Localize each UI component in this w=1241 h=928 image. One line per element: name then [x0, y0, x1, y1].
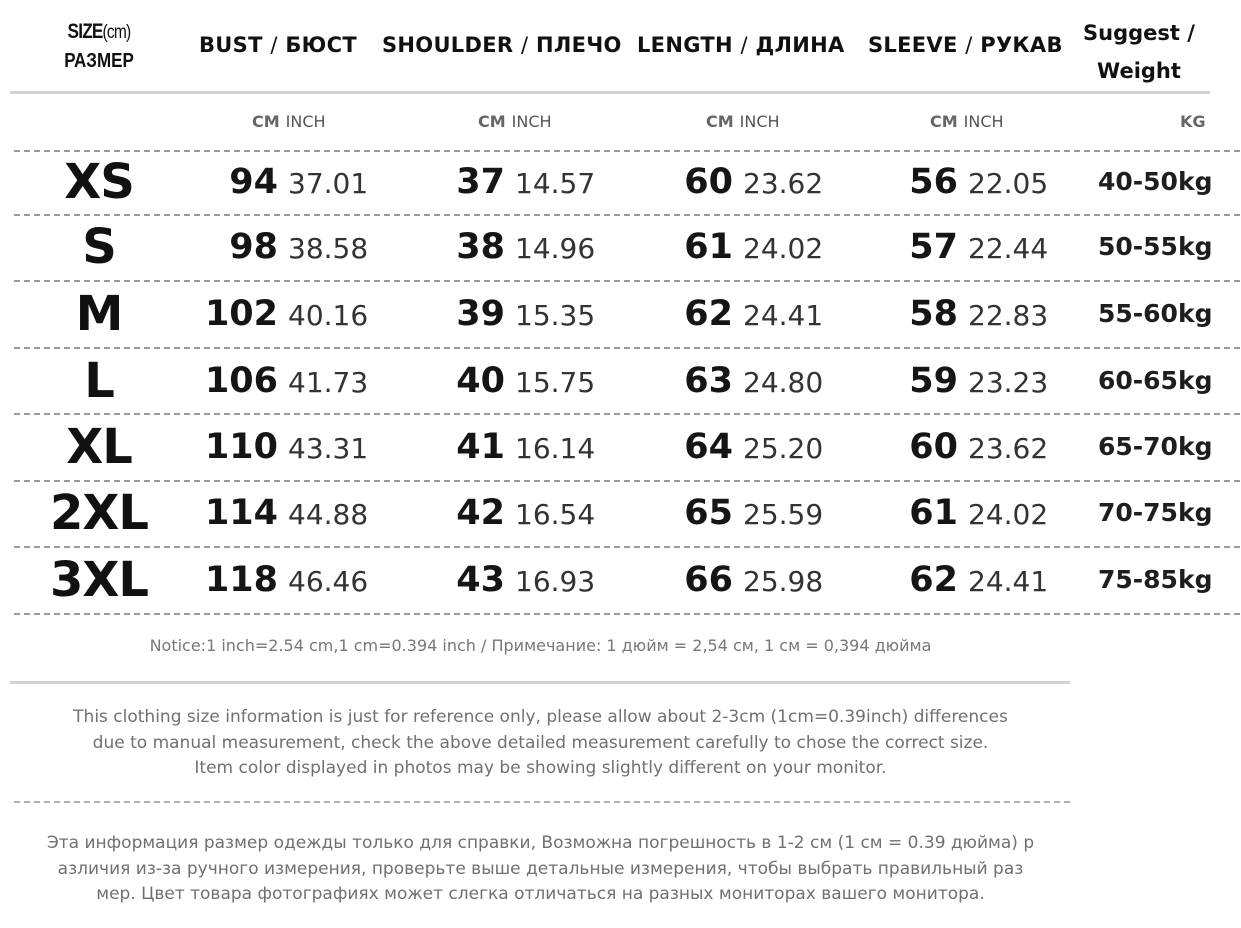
shoulder-header-ru: ПЛЕЧО [535, 33, 622, 57]
length-inch-value: 24.80 [743, 366, 824, 399]
sleeve-cm-value: 61 [909, 493, 958, 533]
table-row [0, 414, 1241, 480]
shoulder-inch-value: 14.57 [515, 167, 596, 200]
table-row [0, 480, 1241, 546]
suggest-header-line2: Weight [1097, 59, 1181, 83]
sleeve-cell [860, 414, 1048, 486]
inch-unit: INCH [511, 112, 552, 131]
bust-cm-value: 102 [204, 294, 278, 334]
bust-inch-value: 41.73 [288, 366, 369, 399]
header-separator: / [270, 33, 278, 57]
size-column-header [40, 18, 158, 75]
bust-inch-value: 38.58 [288, 232, 369, 265]
kg-unit: KG [1180, 112, 1206, 131]
table-row [0, 547, 1241, 613]
size-label: S [82, 219, 116, 275]
reference-ru-line: азличия из-за ручного измерения, проверьте выше детальные измерения, чтобы выбрать правильный раз [57, 858, 1024, 879]
sleeve-cell [860, 349, 1048, 419]
sleeve-inch-value: 24.02 [968, 498, 1049, 531]
sleeve-cm-value: 62 [909, 560, 958, 600]
size-unit: (cm) [102, 22, 131, 43]
length-header-ru: ДЛИНА [755, 33, 845, 57]
shoulder-inch-value: 15.35 [515, 299, 596, 332]
bust-cell [180, 547, 368, 619]
bust-cell [180, 150, 368, 220]
length-inch-value: 25.98 [743, 565, 824, 598]
shoulder-inch-value: 14.96 [515, 232, 596, 265]
bust-cell [180, 281, 368, 353]
length-cm-value: 62 [684, 294, 733, 334]
shoulder-cell [410, 414, 595, 486]
shoulder-cell [410, 480, 595, 552]
length-cm-value: 63 [684, 361, 733, 401]
sleeve-cm-value: 56 [909, 162, 958, 202]
shoulder-cm-value: 40 [456, 361, 505, 401]
length-cm-value: 64 [684, 427, 733, 467]
length-cell [640, 150, 823, 220]
size-label: 2XL [50, 485, 148, 541]
bust-cm-value: 106 [204, 361, 278, 401]
sleeve-cm-value: 57 [909, 227, 958, 267]
sleeve-header-en: SLEEVE [868, 33, 958, 57]
length-cm-value: 60 [684, 162, 733, 202]
reference-en-line: due to manual measurement, check the above detailed measurement carefully to chose the correct size. [92, 732, 989, 753]
length-inch-value: 23.62 [743, 167, 824, 200]
length-inch-value: 25.20 [743, 432, 824, 465]
sleeve-units [930, 112, 1004, 131]
header-separator: / [740, 33, 748, 57]
bust-cm-value: 114 [204, 493, 278, 533]
suggested-weight: 70-75kg [1098, 498, 1213, 527]
sleeve-cell [860, 547, 1048, 619]
length-cell [640, 214, 823, 286]
length-cm-value: 66 [684, 560, 733, 600]
length-cell [640, 480, 823, 552]
shoulder-column-header [382, 33, 622, 57]
length-inch-value: 25.59 [743, 498, 824, 531]
shoulder-cell [410, 547, 595, 619]
suggested-weight: 55-60kg [1098, 299, 1213, 328]
shoulder-inch-value: 16.54 [515, 498, 596, 531]
shoulder-inch-value: 15.75 [515, 366, 596, 399]
notice-divider [10, 681, 1070, 684]
shoulder-cm-value: 41 [456, 427, 505, 467]
shoulder-cm-value: 39 [456, 294, 505, 334]
length-header-en: LENGTH [637, 33, 733, 57]
sleeve-cell [860, 480, 1048, 552]
length-inch-value: 24.41 [743, 299, 824, 332]
sleeve-cell [860, 214, 1048, 286]
cm-unit: CM [478, 112, 506, 131]
length-units [706, 112, 780, 131]
sleeve-cell [860, 150, 1048, 220]
sleeve-cell [860, 281, 1048, 353]
length-cm-value: 65 [684, 493, 733, 533]
bust-cm-value: 94 [229, 162, 278, 202]
cm-unit: CM [930, 112, 958, 131]
size-label: XS [64, 154, 134, 210]
sleeve-inch-value: 23.62 [968, 432, 1049, 465]
reference-ru-line: Эта информация размер одежды только для справки, Возможна погрешность в 1-2 см (1 см = 0.39 дюйма) р [46, 833, 1035, 853]
bust-header-ru: БЮСТ [285, 33, 357, 57]
sleeve-inch-value: 22.44 [968, 232, 1049, 265]
length-cm-value: 61 [684, 227, 733, 267]
size-label: M [75, 286, 123, 342]
shoulder-header-en: SHOULDER [382, 33, 514, 57]
shoulder-cm-value: 42 [456, 493, 505, 533]
shoulder-units [478, 112, 552, 131]
table-row [0, 214, 1241, 280]
sleeve-cm-value: 59 [909, 361, 958, 401]
bust-cm-value: 98 [229, 227, 278, 267]
length-cell [640, 349, 823, 419]
reference-en-line: Item color displayed in photos may be showing slightly different on your monitor. [194, 758, 887, 778]
table-row [0, 281, 1241, 347]
size-title: SIZE [67, 20, 103, 43]
reference-note-en [0, 705, 1081, 782]
shoulder-cell [410, 214, 595, 286]
length-cell [640, 414, 823, 486]
conversion-notice: Notice:1 inch=2.54 cm,1 cm=0.394 inch / Примечание: 1 дюйм = 2,54 см, 1 см = 0,394 дюйма [149, 636, 932, 655]
cm-unit: CM [706, 112, 734, 131]
bust-inch-value: 44.88 [288, 498, 369, 531]
sleeve-cm-value: 58 [909, 294, 958, 334]
reference-en-line: This clothing size information is just for reference only, please allow about 2-3cm (1cm=0.39inch) differences [73, 707, 1008, 727]
header-separator: / [520, 33, 529, 57]
suggested-weight: 60-65kg [1098, 366, 1213, 395]
reference-ru-line: мер. Цвет товара фотографиях может слегка отличаться на разных мониторах вашего монитора. [96, 884, 985, 904]
shoulder-inch-value: 16.93 [515, 565, 596, 598]
bust-column-header [199, 33, 357, 57]
bust-cm-value: 110 [204, 427, 278, 467]
bust-units [252, 112, 326, 131]
sleeve-inch-value: 22.83 [968, 299, 1049, 332]
length-column-header [637, 33, 845, 57]
length-cell [640, 547, 823, 619]
sleeve-cm-value: 60 [909, 427, 958, 467]
bust-cell [180, 214, 368, 286]
suggested-weight: 75-85kg [1098, 565, 1213, 594]
length-inch-value: 24.02 [743, 232, 824, 265]
bust-cell [180, 480, 368, 552]
header-divider [10, 91, 1210, 94]
bust-inch-value: 37.01 [288, 167, 369, 200]
size-label: L [84, 353, 114, 409]
suggest-header-line1: Suggest / [1083, 21, 1195, 45]
suggested-weight: 50-55kg [1098, 232, 1213, 261]
suggest-weight-header [1078, 14, 1200, 90]
row-divider [14, 613, 1240, 615]
bust-inch-value: 40.16 [288, 299, 369, 332]
shoulder-cm-value: 37 [456, 162, 505, 202]
inch-unit: INCH [739, 112, 780, 131]
sleeve-inch-value: 22.05 [968, 167, 1049, 200]
inch-unit: INCH [963, 112, 1004, 131]
suggested-weight: 40-50kg [1098, 167, 1213, 196]
size-title-ru: РАЗМЕР [64, 50, 134, 72]
bust-header-en: BUST [199, 33, 263, 57]
shoulder-cell [410, 150, 595, 220]
shoulder-inch-value: 16.14 [515, 432, 596, 465]
cm-unit: CM [252, 112, 280, 131]
reference-note-ru [0, 831, 1081, 908]
length-cell [640, 281, 823, 353]
size-label: XL [66, 419, 132, 475]
shoulder-cm-value: 38 [456, 227, 505, 267]
table-row [0, 150, 1241, 214]
header-separator: / [965, 33, 973, 57]
bust-inch-value: 43.31 [288, 432, 369, 465]
inch-unit: INCH [285, 112, 326, 131]
shoulder-cell [410, 349, 595, 419]
reference-divider [14, 801, 1070, 803]
shoulder-cell [410, 281, 595, 353]
table-row [0, 349, 1241, 413]
shoulder-cm-value: 43 [456, 560, 505, 600]
sleeve-column-header [868, 33, 1063, 57]
sleeve-inch-value: 24.41 [968, 565, 1049, 598]
bust-inch-value: 46.46 [288, 565, 369, 598]
bust-cell [180, 349, 368, 419]
bust-cell [180, 414, 368, 486]
suggested-weight: 65-70kg [1098, 432, 1213, 461]
size-label: 3XL [50, 552, 148, 608]
sleeve-inch-value: 23.23 [968, 366, 1049, 399]
bust-cm-value: 118 [204, 560, 278, 600]
sleeve-header-ru: РУКАВ [980, 33, 1063, 57]
